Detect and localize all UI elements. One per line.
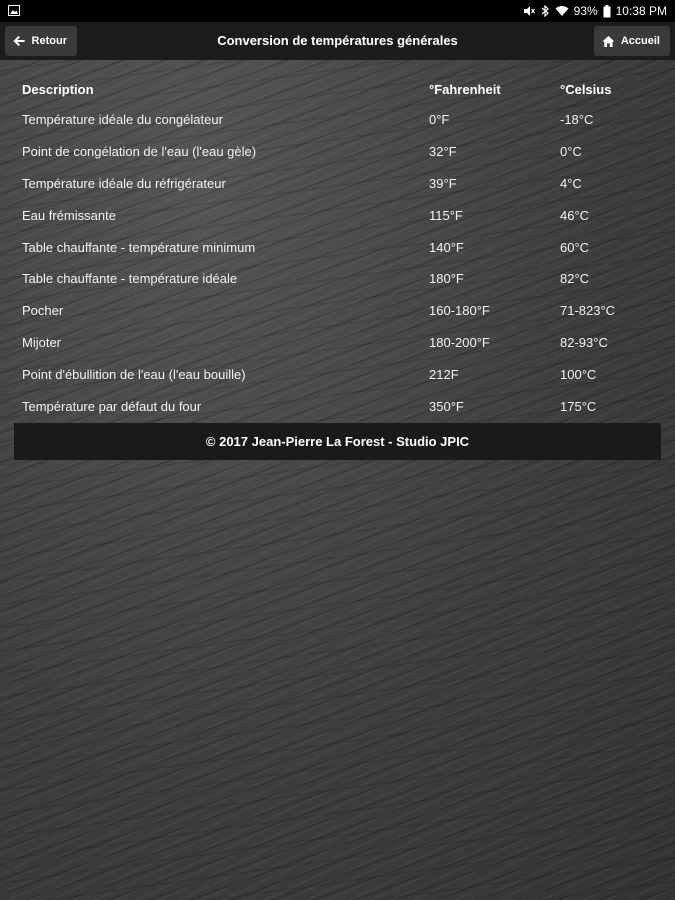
cell-celsius: 175°C — [560, 398, 597, 414]
cell-description: Mijoter — [22, 334, 62, 350]
cell-fahrenheit: 180°F — [429, 271, 464, 287]
cell-description: Température par défaut du four — [22, 398, 202, 414]
app-bar — [0, 22, 675, 60]
table-header-row — [14, 74, 661, 104]
status-indicators — [523, 0, 667, 22]
cell-description: Point de congélation de l'eau (l'eau gèle) — [22, 144, 257, 160]
cell-description: Table chauffante - température idéale — [22, 271, 238, 287]
cell-description: Température idéale du réfrigérateur — [22, 175, 226, 191]
cell-fahrenheit: 32°F — [429, 144, 457, 160]
wifi-icon — [555, 5, 569, 17]
table-row — [14, 327, 661, 359]
cell-celsius: 100°C — [560, 366, 597, 382]
arrow-left-icon — [13, 34, 26, 48]
home-button[interactable] — [594, 26, 670, 56]
cell-fahrenheit: 350°F — [429, 398, 464, 414]
page-title: Conversion de températures générales — [217, 33, 458, 48]
table-row — [14, 199, 661, 231]
home-button-label: Accueil — [620, 35, 660, 47]
cell-celsius: -18°C — [560, 112, 594, 128]
cell-celsius: 60°C — [560, 239, 590, 255]
table-row — [14, 390, 661, 422]
cell-fahrenheit: 212F — [429, 366, 459, 382]
cell-celsius: 46°C — [560, 207, 590, 223]
column-header-celsius: °Celsius — [560, 81, 612, 97]
bluetooth-icon — [540, 5, 550, 17]
cell-description: Table chauffante - température minimum — [22, 239, 256, 255]
column-header-description: Description — [22, 81, 94, 97]
home-icon — [602, 35, 615, 48]
cell-description: Température idéale du congélateur — [22, 112, 223, 128]
table-row — [14, 168, 661, 200]
cell-celsius: 82-93°C — [560, 334, 608, 350]
conversion-table — [14, 74, 661, 422]
cell-fahrenheit: 140°F — [429, 239, 464, 255]
table-row — [14, 263, 661, 295]
image-notification-icon — [8, 5, 20, 16]
cell-description: Pocher — [22, 303, 64, 319]
battery-percent: 93% — [573, 4, 598, 18]
table-row — [14, 295, 661, 327]
cell-fahrenheit: 39°F — [429, 175, 457, 191]
cell-celsius: 71-823°C — [560, 303, 616, 319]
cell-celsius: 0°C — [560, 144, 582, 160]
copyright-footer: © 2017 Jean-Pierre La Forest - Studio JPIC — [14, 423, 661, 460]
cell-celsius: 82°C — [560, 271, 590, 287]
table-row — [14, 358, 661, 390]
table-row — [14, 136, 661, 168]
back-button-label: Retour — [31, 35, 67, 47]
cell-description: Point d'ébullition de l'eau (l'eau bouille) — [22, 366, 246, 382]
cell-fahrenheit: 160-180°F — [429, 303, 490, 319]
cell-fahrenheit: 115°F — [429, 207, 463, 223]
battery-icon — [603, 5, 611, 18]
column-header-fahrenheit: °Fahrenheit — [429, 81, 501, 97]
mute-icon — [523, 5, 535, 17]
status-time: 10:38 PM — [615, 4, 667, 18]
status-bar — [0, 0, 675, 22]
table-row — [14, 104, 661, 136]
cell-fahrenheit: 180-200°F — [429, 334, 490, 350]
cell-description: Eau frémissante — [22, 207, 116, 223]
cell-celsius: 4°C — [560, 175, 582, 191]
table-row — [14, 231, 661, 263]
back-button[interactable] — [5, 26, 77, 56]
cell-fahrenheit: 0°F — [429, 112, 450, 128]
